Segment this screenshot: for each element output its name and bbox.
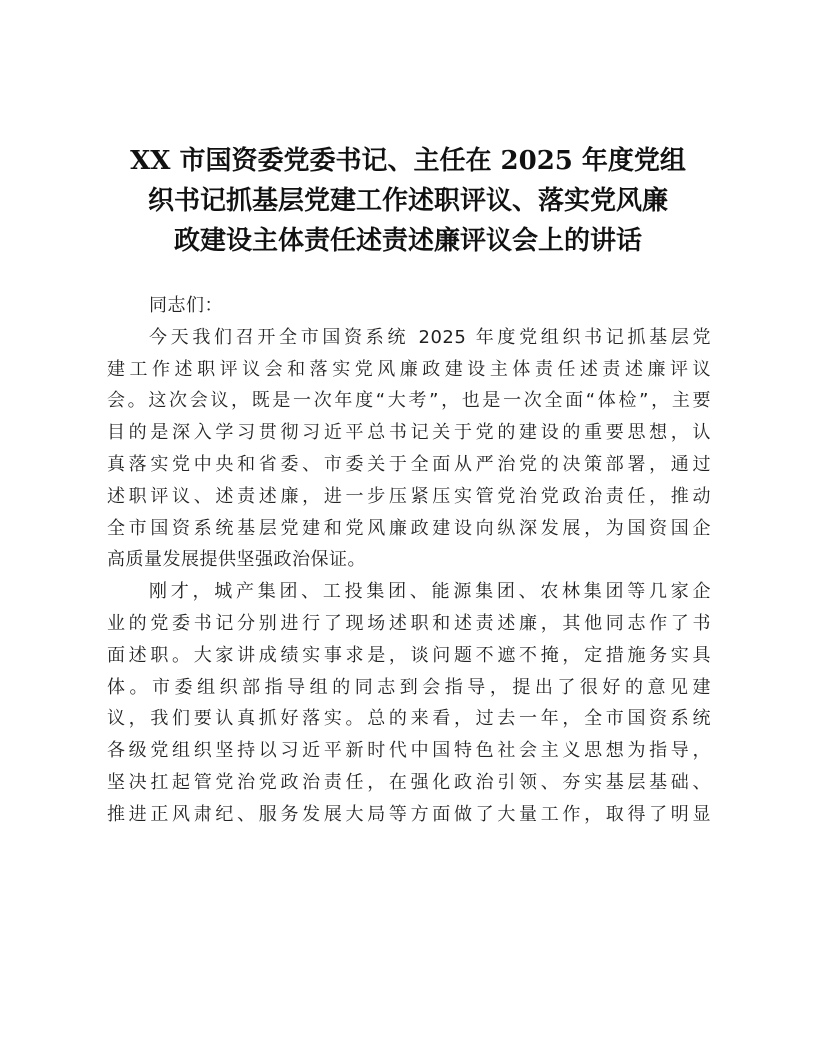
speech-body <box>107 290 711 831</box>
paragraph-line: 面述职。大家讲成绩实事求是，谈问题不遮不掩，定措施务实具 <box>107 644 711 666</box>
salutation: 同志们： <box>149 295 223 316</box>
paragraph-line: 各级党组织坚持以习近平新时代中国特色社会主义思想为指导， <box>107 740 711 762</box>
title-line: 政建设主体责任述责述廉评议会上的讲话 <box>173 226 642 256</box>
paragraph-line: 刚才，城产集团、工投集团、能源集团、农林集团等几家企 <box>149 581 711 603</box>
paragraph-line: 体。市委组织部指导组的同志到会指导，提出了很好的意见建 <box>107 676 711 698</box>
paragraph-1 <box>107 322 711 576</box>
paragraph-line: 高质量发展提供坚强政治保证。 <box>107 549 366 571</box>
paragraph-line: 今天我们召开全市国资系统 2025 年度党组织书记抓基层党 <box>149 326 711 348</box>
paragraph-line: 推进正风肃纪、服务发展大局等方面做了大量工作，取得了明显 <box>107 803 711 825</box>
title-line: 织书记抓基层党建工作述职评议、落实党风廉 <box>147 186 668 216</box>
paragraph-line: 坚决扛起管党治党政治责任，在强化政治引领、夯实基层基础、 <box>107 771 711 793</box>
paragraph-line: 业的党委书记分别进行了现场述职和述责述廉，其他同志作了书 <box>107 612 711 634</box>
paragraph-line: 全市国资系统基层党建和党风廉政建设向纵深发展，为国资国企 <box>107 517 711 539</box>
paragraph-line: 会。这次会议，既是一次年度“大考”，也是一次全面“体检”，主要 <box>107 390 711 412</box>
paragraph-line: 建工作述职评议会和落实党风廉政建设主体责任述责述廉评议 <box>107 358 711 380</box>
paragraph-line: 真落实党中央和省委、市委关于全面从严治党的决策部署，通过 <box>107 453 711 475</box>
paragraph-line: 述职评议、述责述廉，进一步压紧压实管党治党政治责任，推动 <box>107 485 711 507</box>
title-line: XX 市国资委党委书记、主任在 2025 年度党组 <box>130 146 686 176</box>
speech-title <box>100 141 716 261</box>
paragraph-2 <box>107 576 711 830</box>
paragraph-line: 目的是深入学习贯彻习近平总书记关于党的建设的重要思想，认 <box>107 422 711 444</box>
paragraph-line: 议，我们要认真抓好落实。总的来看，过去一年，全市国资系统 <box>107 708 711 730</box>
